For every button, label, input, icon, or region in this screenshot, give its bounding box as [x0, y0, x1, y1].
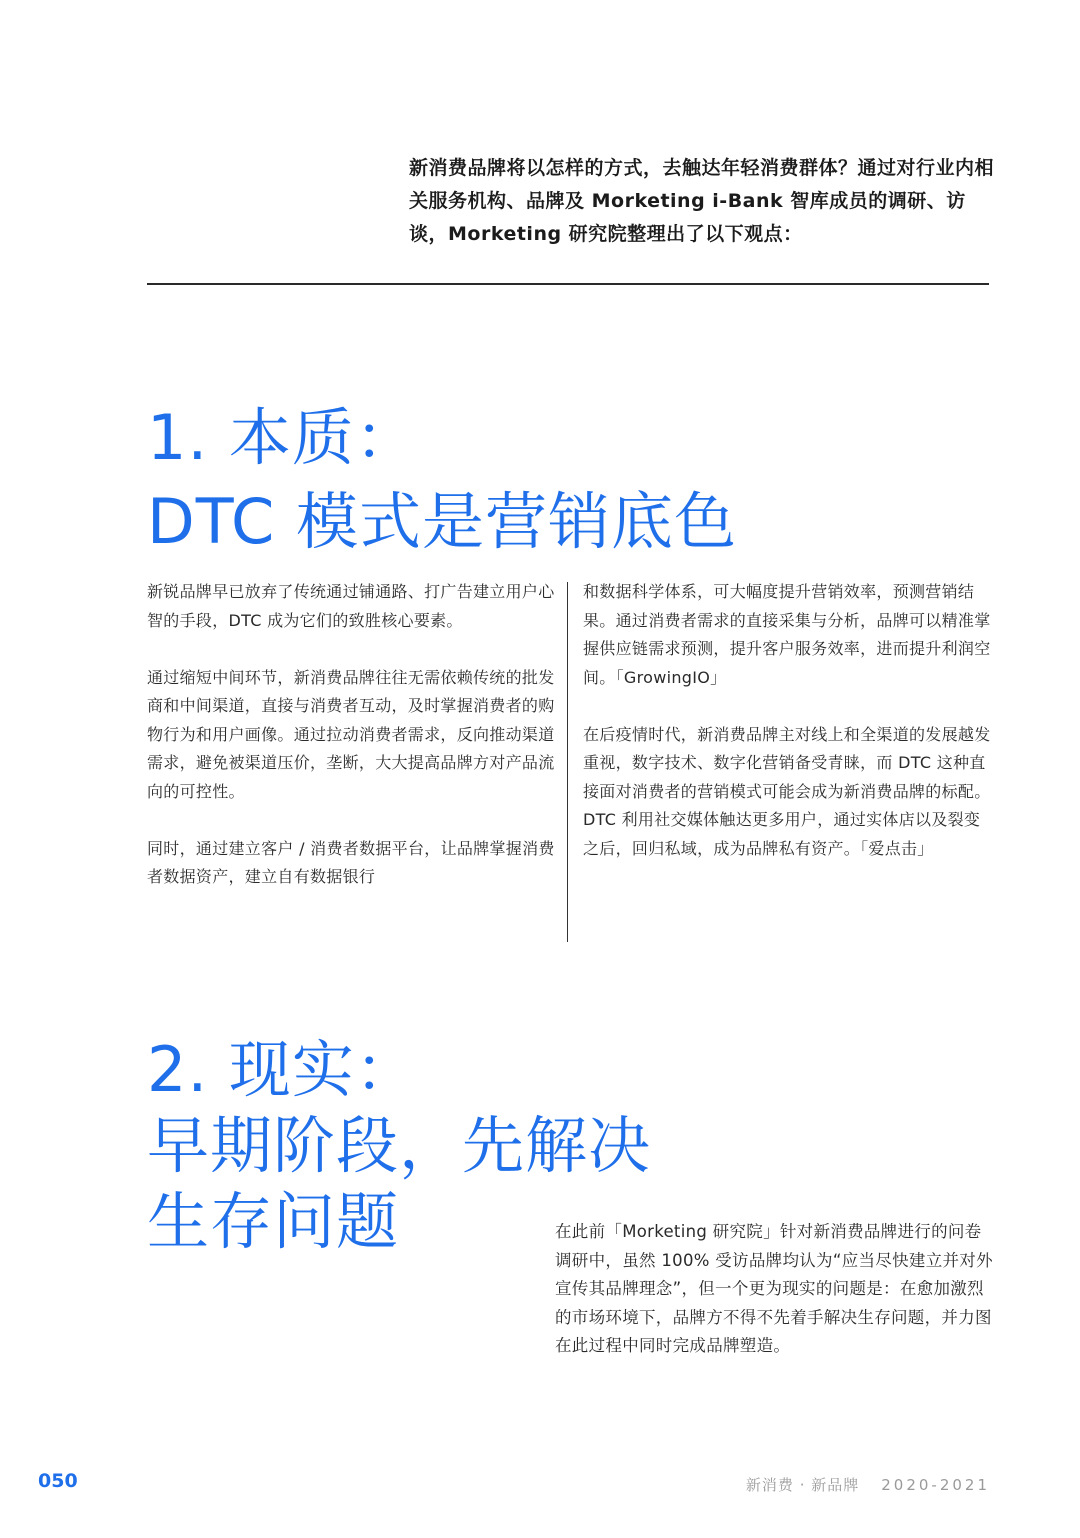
- section-1-paragraph: 和数据科学体系，可大幅度提升营销效率，预测营销结果。通过消费者需求的直接采集与分析，品牌可以精准掌握供应链需求预测，提升客户服务效率，进而提升利润空间。「GrowingIO」: [583, 582, 991, 687]
- section-2-paragraph: 在此前「Morketing 研究院」针对新消费品牌进行的问卷调研中，虽然 100% 受访品牌均认为“应当尽快建立并对外宣传其品牌理念”，但一个更为现实的问题是：在愈加激烈的市场环境下，品牌方不得不先着手解决生存问题，并力图在此过程中同时完成品牌塑造。: [555, 1222, 993, 1355]
- section-1-paragraph: 同时，通过建立客户 / 消费者数据平台，让品牌掌握消费者数据资产，建立自有数据银行: [147, 838, 555, 886]
- section-1-right-column: [583, 578, 993, 863]
- footer-years: 2020-2021: [881, 1476, 990, 1494]
- section-1-paragraph: 新锐品牌早已放弃了传统通过铺通路、打广告建立用户心智的手段，DTC 成为它们的致胜核心要素。: [147, 582, 555, 630]
- section-1-left-column: [147, 578, 557, 892]
- section-1-paragraph: 通过缩短中间环节，新消费品牌往往无需依赖传统的批发商和中间渠道，直接与消费者互动，及时掌握消费者的购物行为和用户画像。通过拉动消费者需求，反向推动渠道需求，避免被渠道压价，垄断，大大提高品牌方对产品流向的可控性。: [147, 667, 555, 801]
- intro-divider: [147, 283, 989, 285]
- footer-title: [746, 1474, 990, 1495]
- section-2-heading-line-1: 2. 现实：: [147, 1033, 418, 1106]
- column-divider: [567, 582, 568, 942]
- intro-paragraph: 新消费品牌将以怎样的方式，去触达年轻消费群体？通过对行业内相关服务机构、品牌及 Morketing i-Bank 智库成员的调研、访谈，Morketing 研究院整理出了以下观点：: [409, 157, 995, 245]
- section-2-heading-line-3: 生存问题: [147, 1185, 400, 1258]
- section-1-heading-line-1: 1. 本质：: [147, 401, 418, 474]
- footer-publication-name: 新消费 · 新品牌: [745, 1476, 860, 1494]
- section-1-heading: [147, 396, 737, 564]
- section-1-paragraph: 在后疫情时代，新消费品牌主对线上和全渠道的发展越发重视，数字技术、数字化营销备受青睐，而 DTC 这种直接面对消费者的营销模式可能会成为新消费品牌的标配。DTC 利用社交媒体触达更多用户，通过实体店以及裂变之后，回归私域，成为品牌私有资产。「爱点击」: [583, 724, 991, 858]
- page-number: 050: [38, 1470, 78, 1492]
- section-1-heading-line-2: DTC 模式是营销底色: [147, 485, 737, 558]
- section-2-heading-line-2: 早期阶段，先解决: [147, 1109, 652, 1182]
